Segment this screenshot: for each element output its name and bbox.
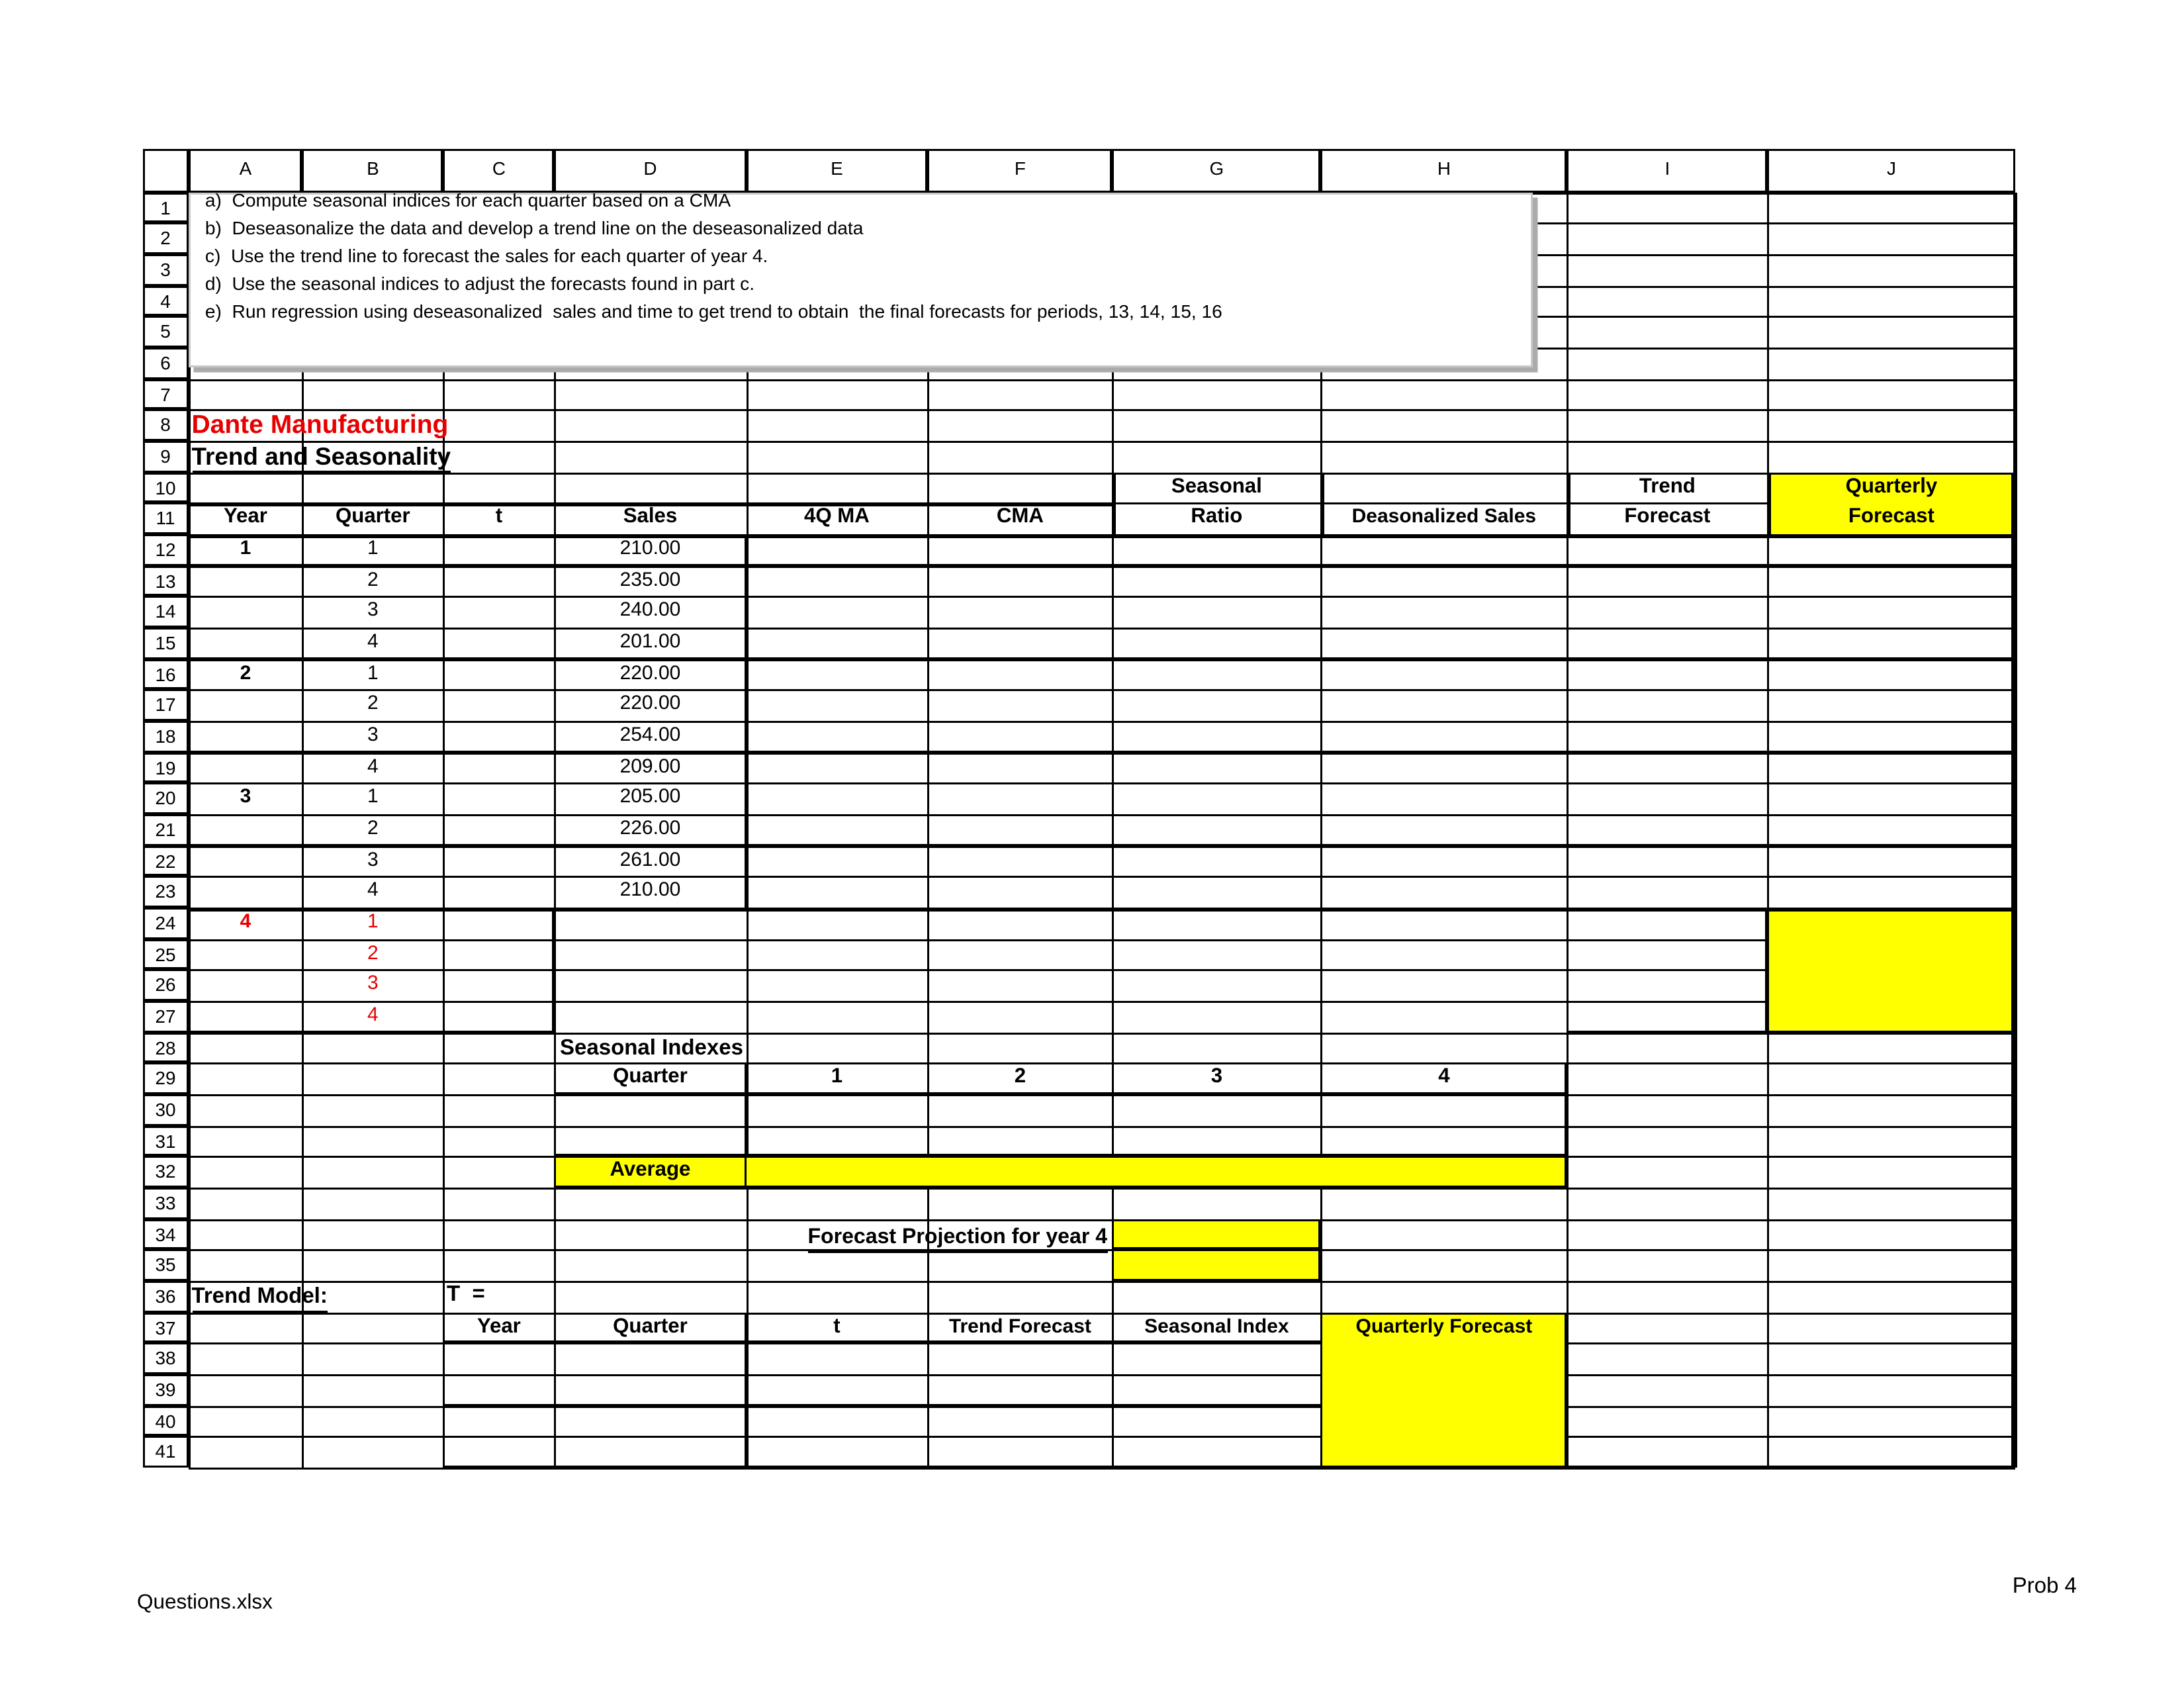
row-header-7: 7: [142, 379, 189, 410]
row-header-24: 24: [142, 908, 189, 939]
column-header-A: A: [189, 149, 302, 192]
trend-col-seasonal-index: Seasonal Index: [1144, 1316, 1289, 1338]
cell-quarter: 4: [367, 1005, 379, 1027]
gridline-v: [1567, 192, 1568, 1468]
trend-col-quarterly-forecast: Quarterly Forecast: [1355, 1316, 1533, 1338]
cell-quarter: 3: [367, 725, 379, 747]
table-row-line: [189, 751, 2015, 753]
cell-year: 4: [240, 912, 251, 934]
row-header-35: 35: [142, 1250, 189, 1281]
row-header-34: 34: [142, 1219, 189, 1250]
row-header-21: 21: [142, 814, 189, 845]
table-row-line: [189, 627, 2015, 629]
row-header-18: 18: [142, 721, 189, 752]
sheet-right-edge-top: [2014, 192, 2016, 472]
trend-col-year: Year: [477, 1316, 521, 1338]
col-header-trend-forecast: Forecast: [1624, 507, 1711, 530]
cell-quarter: 3: [367, 849, 379, 872]
row-header-9: 9: [142, 441, 189, 472]
thick-border-line: [189, 534, 2015, 538]
row-header-22: 22: [142, 845, 189, 876]
projection-cell-1: [1113, 1219, 1321, 1250]
table-row-line: [189, 845, 2015, 847]
cell-quarter: 1: [367, 538, 379, 561]
cell-quarter: 1: [367, 663, 379, 685]
cell-sales: 220.00: [619, 663, 681, 685]
column-header-G: G: [1113, 149, 1321, 192]
cell-quarter: 2: [367, 569, 379, 592]
row-header-28: 28: [142, 1032, 189, 1063]
cell-sales: 210.00: [619, 880, 681, 903]
instruction-line: b) Deseasonalize the data and develop a trend line on the deseasonalized data: [205, 216, 864, 239]
col-header-cma: CMA: [996, 507, 1044, 530]
row-header-19: 19: [142, 752, 189, 783]
col-header-quarterly-forecast: Forecast: [1848, 507, 1934, 530]
column-header-E: E: [746, 149, 928, 192]
col-header-4qma: 4Q MA: [804, 507, 870, 530]
col-header-quarter: Quarter: [336, 507, 410, 530]
instruction-line: c) Use the trend line to forecast the sales for each quarter of year 4.: [205, 244, 768, 267]
cell-sales: 201.00: [619, 632, 681, 654]
seasonal-average-label: Average: [610, 1160, 691, 1183]
col-header-deseasonalized-sales: Deasonalized Sales: [1351, 507, 1537, 530]
table-row-line: [189, 689, 2015, 691]
workbook-title: Dante Manufacturing: [191, 410, 449, 440]
instruction-line: d) Use the seasonal indices to adjust the forecasts found in part c.: [205, 272, 755, 295]
trend-model-equation: T =: [447, 1283, 485, 1307]
table-row-line: [189, 814, 2015, 816]
cell-sales: 210.00: [619, 538, 681, 561]
row-header-26: 26: [142, 970, 189, 1001]
row-header-11: 11: [142, 503, 189, 534]
cell-sales: 235.00: [619, 569, 681, 592]
row-header-16: 16: [142, 659, 189, 690]
row-header-6: 6: [142, 348, 189, 379]
quarterly-forecast-box: [1768, 908, 2015, 1032]
seasonal-indexes-title: Seasonal Indexes: [560, 1034, 743, 1065]
col-header-ratio: Ratio: [1191, 507, 1243, 530]
cell-quarter: 4: [367, 632, 379, 654]
projection-cell-2: [1113, 1250, 1321, 1281]
row-header-15: 15: [142, 628, 189, 659]
seasonal-quarter-4: 4: [1438, 1067, 1450, 1090]
cell-sales: 205.00: [619, 787, 681, 810]
seasonal-quarter-3: 3: [1210, 1067, 1223, 1090]
row-header-1: 1: [142, 192, 189, 223]
cell-sales: 240.00: [619, 600, 681, 623]
gridline-v: [928, 192, 929, 1468]
row-header-23: 23: [142, 876, 189, 908]
column-header-I: I: [1567, 149, 1768, 192]
row-header-5: 5: [142, 316, 189, 348]
column-header-D: D: [555, 149, 746, 192]
footer-filename: Questions.xlsx: [137, 1589, 273, 1614]
trend-forecast-box: [1567, 908, 1768, 1032]
row-header-41: 41: [142, 1436, 189, 1468]
cell-quarter: 2: [367, 818, 379, 841]
cell-year: 1: [240, 538, 251, 561]
gridline-h: [189, 441, 2015, 442]
gridline-v: [1321, 192, 1322, 1468]
row-header-31: 31: [142, 1125, 189, 1156]
row-header-27: 27: [142, 1001, 189, 1032]
row-header-38: 38: [142, 1343, 189, 1374]
table-row-line: [189, 658, 2015, 660]
column-header-H: H: [1321, 149, 1567, 192]
column-header-C: C: [443, 149, 555, 192]
table-row-line: [189, 876, 2015, 878]
row-header-14: 14: [142, 596, 189, 628]
row-header-17: 17: [142, 690, 189, 721]
cell-sales: 220.00: [619, 694, 681, 716]
instruction-line: e) Run regression using deseasonalized sales and time to get trend to obtain the final forecasts for periods, 13, 14, 15, 16: [205, 301, 1222, 323]
table-row-line: [189, 565, 2015, 567]
row-header-40: 40: [142, 1405, 189, 1436]
seasonal-quarter-1: 1: [831, 1067, 843, 1090]
row-header-13: 13: [142, 565, 189, 596]
row-header-20: 20: [142, 783, 189, 814]
row-header-30: 30: [142, 1094, 189, 1125]
cell-sales: 209.00: [619, 756, 681, 778]
forecast-projection-wrap: [746, 1217, 1107, 1253]
seasonal-row-header-quarter: Quarter: [613, 1067, 688, 1090]
row-header-10: 10: [142, 472, 189, 503]
cell-quarter: 2: [367, 943, 379, 965]
thick-border-line: [1567, 1465, 2015, 1468]
row-header-39: 39: [142, 1374, 189, 1405]
table-row-line: [189, 596, 2015, 598]
trend-col-trend-forecast: Trend Forecast: [948, 1316, 1091, 1338]
gridline-h: [189, 1032, 2015, 1033]
column-header-B: B: [302, 149, 443, 192]
row-header-2: 2: [142, 223, 189, 254]
trend-col-t: t: [833, 1316, 841, 1338]
cell-year: 2: [240, 663, 251, 685]
row-header-37: 37: [142, 1312, 189, 1343]
header-seasonal: Seasonal: [1171, 476, 1262, 498]
row-header-12: 12: [142, 534, 189, 565]
gridline-v: [443, 192, 444, 1468]
row-header-3: 3: [142, 254, 189, 285]
footer-problem-label: Prob 4: [2012, 1575, 2077, 1599]
header-quarterly: Quarterly: [1845, 476, 1938, 498]
trend-model-label: Trend Model:: [192, 1282, 328, 1313]
cell-quarter: 2: [367, 694, 379, 716]
row-header-36: 36: [142, 1281, 189, 1312]
trend-col-quarter: Quarter: [613, 1316, 688, 1338]
cell-year: 3: [240, 787, 251, 810]
col-header-t: t: [495, 507, 503, 530]
forecast-projection-label: Forecast Projection for year 4: [807, 1223, 1107, 1253]
table-row-line: [189, 782, 2015, 784]
table-row-line: [189, 720, 2015, 722]
cell-sales: 226.00: [619, 818, 681, 841]
row-header-29: 29: [142, 1063, 189, 1094]
corner-box: [142, 149, 189, 192]
col-header-sales: Sales: [623, 507, 678, 530]
seasonal-quarter-2: 2: [1014, 1067, 1026, 1090]
cell-quarter: 1: [367, 912, 379, 934]
cell-sales: 261.00: [619, 849, 681, 872]
row-header-8: 8: [142, 410, 189, 441]
row-header-33: 33: [142, 1188, 189, 1219]
col-header-year: Year: [223, 507, 267, 530]
row-header-25: 25: [142, 939, 189, 970]
cell-quarter: 4: [367, 880, 379, 903]
cell-quarter: 4: [367, 756, 379, 778]
column-header-F: F: [928, 149, 1113, 192]
cell-quarter: 3: [367, 600, 379, 623]
instruction-line: a) Compute seasonal indices for each quarter based on a CMA: [205, 189, 731, 211]
row-header-32: 32: [142, 1156, 189, 1188]
cell-quarter: 1: [367, 787, 379, 810]
column-header-J: J: [1768, 149, 2015, 192]
sheet-subtitle: Trend and Seasonality: [192, 442, 451, 473]
header-trend: Trend: [1639, 476, 1696, 498]
row-header-4: 4: [142, 285, 189, 316]
cell-sales: 254.00: [619, 725, 681, 747]
cell-quarter: 3: [367, 974, 379, 996]
